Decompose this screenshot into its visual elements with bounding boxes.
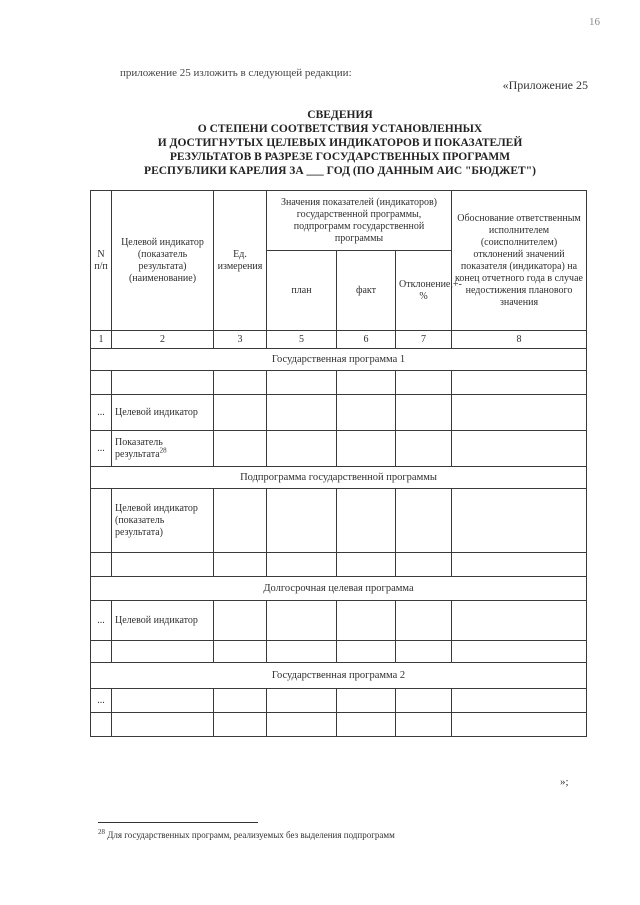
row-ellipsis: ... [91,431,112,467]
header-num: N п/п [91,191,112,331]
footnote-number: 28 [98,828,105,836]
table-row [91,395,587,431]
table-row [91,689,587,713]
table-row [91,371,587,395]
header-indicator: Целевой индикатор (показатель результата) (наименование) [112,191,214,331]
section-row [91,349,587,371]
intro-text: приложение 25 изложить в следующей редакции: [120,67,352,79]
header-justification: Обоснование ответственным исполнителем (соисполнителем) отклонений значений показателя (индикатора) на конец отчетного года в случае недостижения планового значения [452,191,587,331]
header-plan: план [267,251,337,331]
result-indicator-label: Показатель результата [115,436,163,460]
row-target-indicator: Целевой индикатор [112,601,214,641]
section-row [91,467,587,489]
column-number: 5 [267,331,337,349]
column-numbers-row [91,331,587,349]
row-ellipsis: ... [91,395,112,431]
column-number: 1 [91,331,112,349]
table-row [91,489,587,553]
table-row [91,713,587,737]
header-deviation: Отклонение,+-% [396,251,452,331]
column-number: 6 [337,331,396,349]
column-number: 2 [112,331,214,349]
title-line: О СТЕПЕНИ СООТВЕТСТВИЯ УСТАНОВЛЕННЫХ [197,123,483,135]
column-number: 8 [452,331,587,349]
footnote-ref: 28 [159,446,167,455]
title-line: СВЕДЕНИЯ [307,109,373,121]
section-subprogram: Подпрограмма государственной программы [91,467,587,489]
section-gov-program-1: Государственная программа 1 [91,349,587,371]
page-number: 16 [589,16,600,28]
row-ellipsis: ... [91,601,112,641]
indicators-table [90,190,587,737]
footnote-divider [98,822,258,823]
column-number: 7 [396,331,452,349]
title-line: РЕЗУЛЬТАТОВ В РАЗРЕЗЕ ГОСУДАРСТВЕННЫХ ПРОГРАММ [169,151,511,163]
section-gov-program-2: Государственная программа 2 [91,663,587,689]
appendix-label: «Приложение 25 [502,78,588,92]
row-ellipsis: ... [91,689,112,713]
closing-mark: »; [560,776,569,788]
table-row [91,641,587,663]
row-result-indicator [112,431,214,467]
title-line: И ДОСТИГНУТЫХ ЦЕЛЕВЫХ ИНДИКАТОРОВ И ПОКАЗАТЕЛЕЙ [157,137,523,149]
footnote-text: Для государственных программ, реализуемых без выделения подпрограмм [107,830,395,840]
section-row [91,577,587,601]
table-row [91,553,587,577]
document-title [100,108,580,178]
footnote [98,830,395,840]
header-unit: Ед. измерения [214,191,267,331]
title-line: РЕСПУБЛИКИ КАРЕЛИЯ ЗА ___ ГОД (ПО ДАННЫМ АИС "БЮДЖЕТ") [144,165,536,177]
header-row [91,191,587,251]
table-row [91,431,587,467]
column-number: 3 [214,331,267,349]
section-long-term: Долгосрочная целевая программа [91,577,587,601]
section-row [91,663,587,689]
row-target-indicator-full: Целевой индикатор (показатель результата) [112,489,214,553]
table-row [91,601,587,641]
row-target-indicator: Целевой индикатор [112,395,214,431]
header-values-group: Значения показателей (индикаторов) государственной программы, подпрограмм государственной программы [267,191,452,251]
header-fact: факт [337,251,396,331]
